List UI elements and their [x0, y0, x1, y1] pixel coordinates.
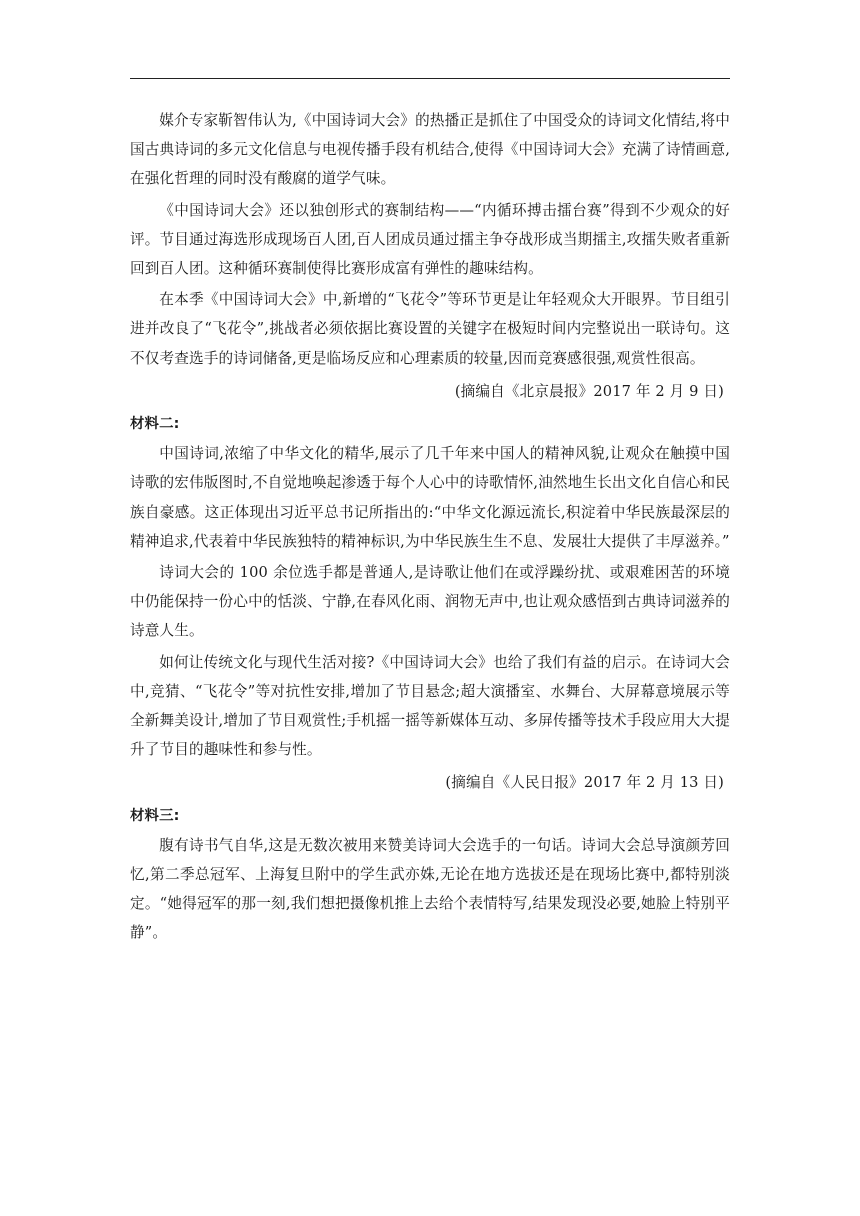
paragraph-2-3: 如何让传统文化与现代生活对接?《中国诗词大会》也给了我们有益的启示。在诗词大会中,竞猜、“飞花令”等对抗性安排,增加了节目悬念;超大演播室、水舞台、大屏幕意境展示等全新舞美设计,增加了节目观赏性;手机摇一摇等新媒体互动、多屏传播等技术手段应用大大提升了节目的趣味性和参与性。	[130, 653, 730, 759]
paragraph-1-2: 《中国诗词大会》还以独创形式的赛制结构——“内循环搏击擂台赛”得到不少观众的好评。节目通过海选形成现场百人团,百人团成员通过擂主争夺战形成当期擂主,攻擂失败者重新回到百人团。这种循环赛制使得比赛形成富有弹性的趣味结构。	[130, 201, 730, 278]
paragraph-1-3: 在本季《中国诗词大会》中,新增的“飞花令”等环节更是让年轻观众大开眼界。节目组引进并改良了“飞花令”,挑战者必须依据比赛设置的关键字在极短时间内完整说出一联诗句。这不仅考查选手的诗词储备,更是临场反应和心理素质的较量,因而竞赛感很强,观赏性很高。	[130, 291, 730, 367]
paragraph-1-1: 媒介专家靳智伟认为,《中国诗词大会》的热播正是抓住了中国受众的诗词文化情结,将中国古典诗词的多元文化信息与电视传播手段有机结合,使得《中国诗词大会》充满了诗情画意,在强化哲理的同时没有酸腐的道学气味。	[130, 112, 730, 188]
paragraph-3-1: 腹有诗书气自华,这是无数次被用来赞美诗词大会选手的一句话。诗词大会总导演颜芳回忆,第二季总冠军、上海复旦附中的学生武亦姝,无论在地方选拔还是在现场比赛中,都特别淡定。“她得冠军的那一刻,我们想把摄像机推上去给个表情特写,结果发现没必要,她脸上特别平静”。	[130, 836, 730, 942]
document-body	[130, 106, 730, 948]
material-3-heading: 材料三:	[130, 807, 180, 824]
material-2-heading: 材料二:	[130, 416, 180, 433]
source-citation-2: (摘编自《人民日报》2017 年 2 月 13 日)	[445, 774, 724, 792]
header-rule	[130, 78, 730, 79]
paragraph-2-2: 诗词大会的 100 余位选手都是普通人,是诗歌让他们在或浮躁纷扰、或艰难困苦的环境中仍能保持一份心中的恬淡、宁静,在春风化雨、润物无声中,也让观众感悟到古典诗词滋养的诗意人生。	[130, 564, 730, 640]
source-citation-1: (摘编自《北京晨报》2017 年 2 月 9 日)	[454, 382, 724, 400]
paragraph-2-1: 中国诗词,浓缩了中华文化的精华,展示了几千年来中国人的精神风貌,让观众在触摸中国诗歌的宏伟版图时,不自觉地唤起渗透于每个人心中的诗歌情怀,油然地生长出文化自信心和民族自豪感。这正体现出习近平总书记所指出的:“中华文化源远流长,积淀着中华民族最深层的精神追求,代表着中华民族独特的精神标识,为中华民族生生不息、发展壮大提供了丰厚滋养。”	[130, 445, 730, 550]
